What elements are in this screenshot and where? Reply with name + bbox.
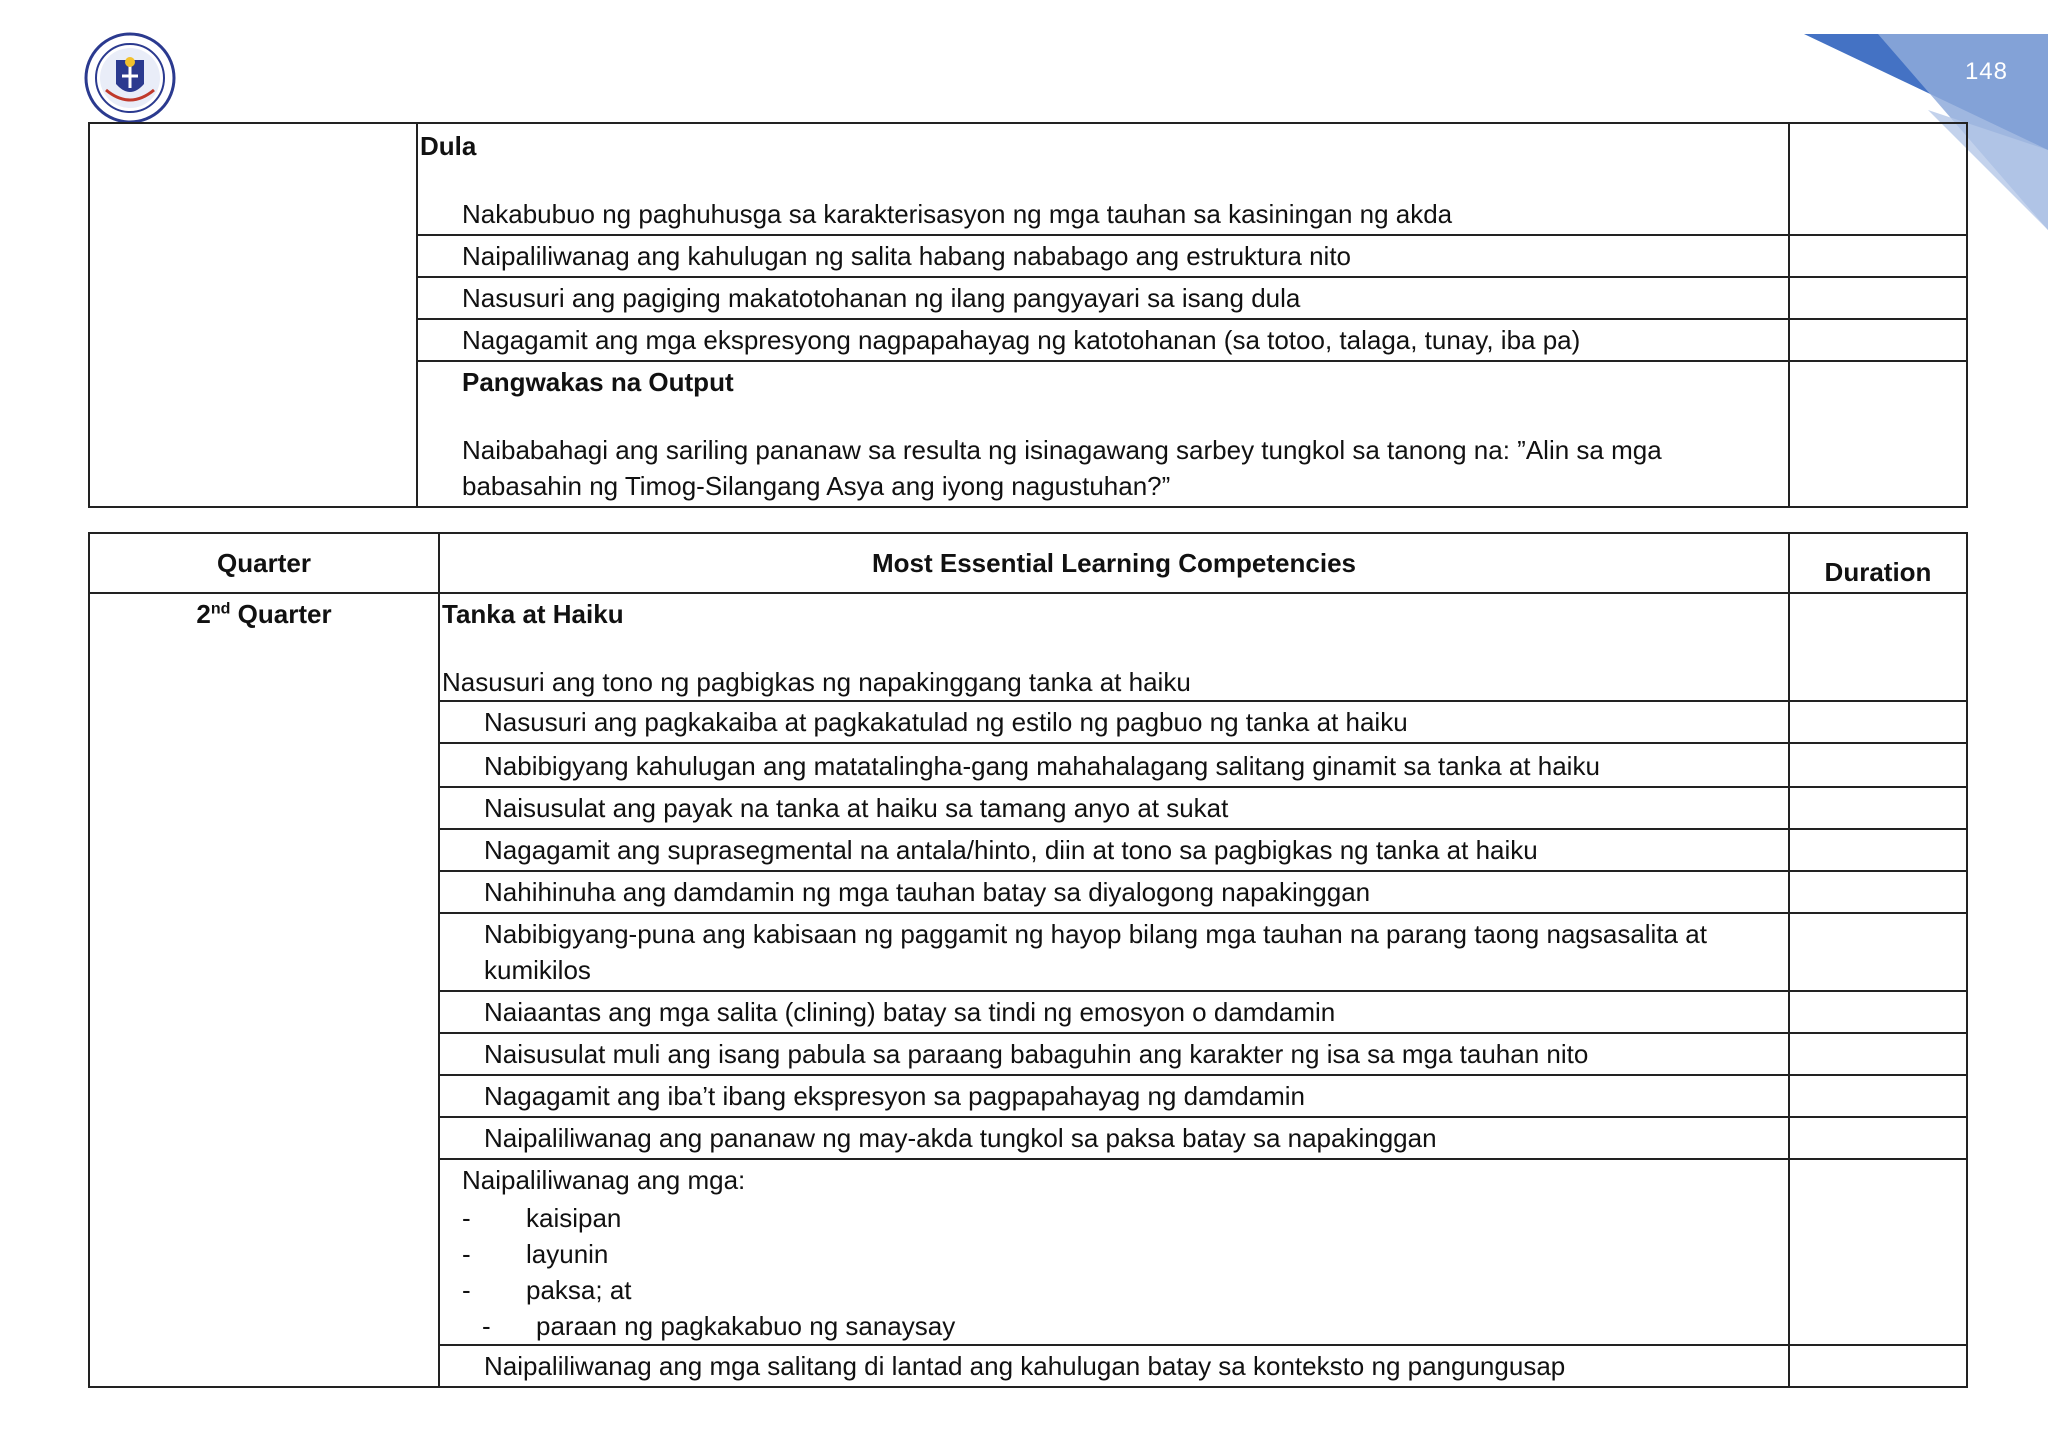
header-duration: Duration <box>1789 533 1967 593</box>
empty-quarter-cell <box>89 123 417 507</box>
quarter-label: 2nd Quarter <box>89 593 439 1387</box>
duration-cell <box>1789 1159 1967 1345</box>
competency-row: Nabibigyang-puna ang kabisaan ng paggamit ng hayop bilang mga tauhan na parang taong nagsasalita at kumikilos <box>439 913 1789 991</box>
duration-cell <box>1789 361 1967 507</box>
deped-seal-icon <box>84 32 176 124</box>
duration-cell <box>1789 1075 1967 1117</box>
competency-row: Nagagamit ang iba’t ibang ekspresyon sa pagpapahayag ng damdamin <box>439 1075 1789 1117</box>
competencies-table <box>88 532 1968 1388</box>
competency-row: Nasusuri ang pagiging makatotohanan ng ilang pangyayari sa isang dula <box>417 277 1789 319</box>
competency-row: Naiaantas ang mga salita (clining) batay sa tindi ng emosyon o damdamin <box>439 991 1789 1033</box>
duration-cell <box>1789 1345 1967 1387</box>
competency-row: Nahihinuha ang damdamin ng mga tauhan batay sa diyalogong napakinggan <box>439 871 1789 913</box>
section-title-dula: Dula <box>420 131 477 161</box>
competency-row: Naipaliliwanag ang mga salitang di lantad ang kahulugan batay sa konteksto ng pangungusap <box>439 1345 1789 1387</box>
output-text: Naibabahagi ang sariling pananaw sa resulta ng isinagawang sarbey tungkol sa tanong na: ”Alin sa mga babasahin ng Timog-Silangang Asya ang iyong nagustuhan?” <box>462 435 1662 501</box>
duration-cell <box>1789 743 1967 787</box>
competency-row: Nabibigyang kahulugan ang matatalingha-gang mahahalagang salitang ginamit sa tanka at haiku <box>439 743 1789 787</box>
duration-cell <box>1789 319 1967 361</box>
list-item: - paraan ng pagkakabuo ng sanaysay <box>482 1311 956 1341</box>
competency-row: Naipaliliwanag ang kahulugan ng salita habang nababago ang estruktura nito <box>417 235 1789 277</box>
header-competencies: Most Essential Learning Competencies <box>439 533 1789 593</box>
section-title-tanka: Tanka at Haiku <box>442 599 624 629</box>
page-number: 148 <box>1964 58 2008 85</box>
duration-cell <box>1789 593 1967 701</box>
list-item: - paksa; at <box>462 1275 632 1305</box>
list-row <box>439 1159 1789 1345</box>
output-title: Pangwakas na Output <box>462 367 734 397</box>
tanka-first-cell <box>439 593 1789 701</box>
dula-first-cell <box>417 123 1789 235</box>
output-row <box>417 361 1789 507</box>
duration-cell <box>1789 277 1967 319</box>
duration-cell <box>1789 701 1967 743</box>
competency-row: Nagagamit ang mga ekspresyong nagpapahayag ng katotohanan (sa totoo, talaga, tunay, iba pa) <box>417 319 1789 361</box>
competency-item: Nakabubuo ng paghuhusga sa karakterisasyon ng mga tauhan sa kasiningan ng akda <box>462 199 1453 229</box>
dula-table <box>88 122 1968 508</box>
duration-cell <box>1789 871 1967 913</box>
duration-cell <box>1789 787 1967 829</box>
list-item: - layunin <box>462 1239 609 1269</box>
duration-cell <box>1789 829 1967 871</box>
duration-cell <box>1789 991 1967 1033</box>
competency-row: Naisusulat muli ang isang pabula sa paraang babaguhin ang karakter ng isa sa mga tauhan nito <box>439 1033 1789 1075</box>
competency-item: Nasusuri ang tono ng pagbigkas ng napakinggang tanka at haiku <box>442 667 1191 697</box>
duration-cell <box>1789 913 1967 991</box>
competency-row: Nasusuri ang pagkakaiba at pagkakatulad ng estilo ng pagbuo ng tanka at haiku <box>439 701 1789 743</box>
duration-cell <box>1789 123 1967 235</box>
list-intro: Naipaliliwanag ang mga: <box>462 1165 746 1195</box>
duration-cell <box>1789 1033 1967 1075</box>
competency-row: Naisusulat ang payak na tanka at haiku sa tamang anyo at sukat <box>439 787 1789 829</box>
competency-row: Nagagamit ang suprasegmental na antala/hinto, diin at tono sa pagbigkas ng tanka at haiku <box>439 829 1789 871</box>
duration-cell <box>1789 1117 1967 1159</box>
competency-row: Naipaliliwanag ang pananaw ng may-akda tungkol sa paksa batay sa napakinggan <box>439 1117 1789 1159</box>
header-quarter: Quarter <box>89 533 439 593</box>
list-item: - kaisipan <box>462 1203 622 1233</box>
duration-cell <box>1789 235 1967 277</box>
